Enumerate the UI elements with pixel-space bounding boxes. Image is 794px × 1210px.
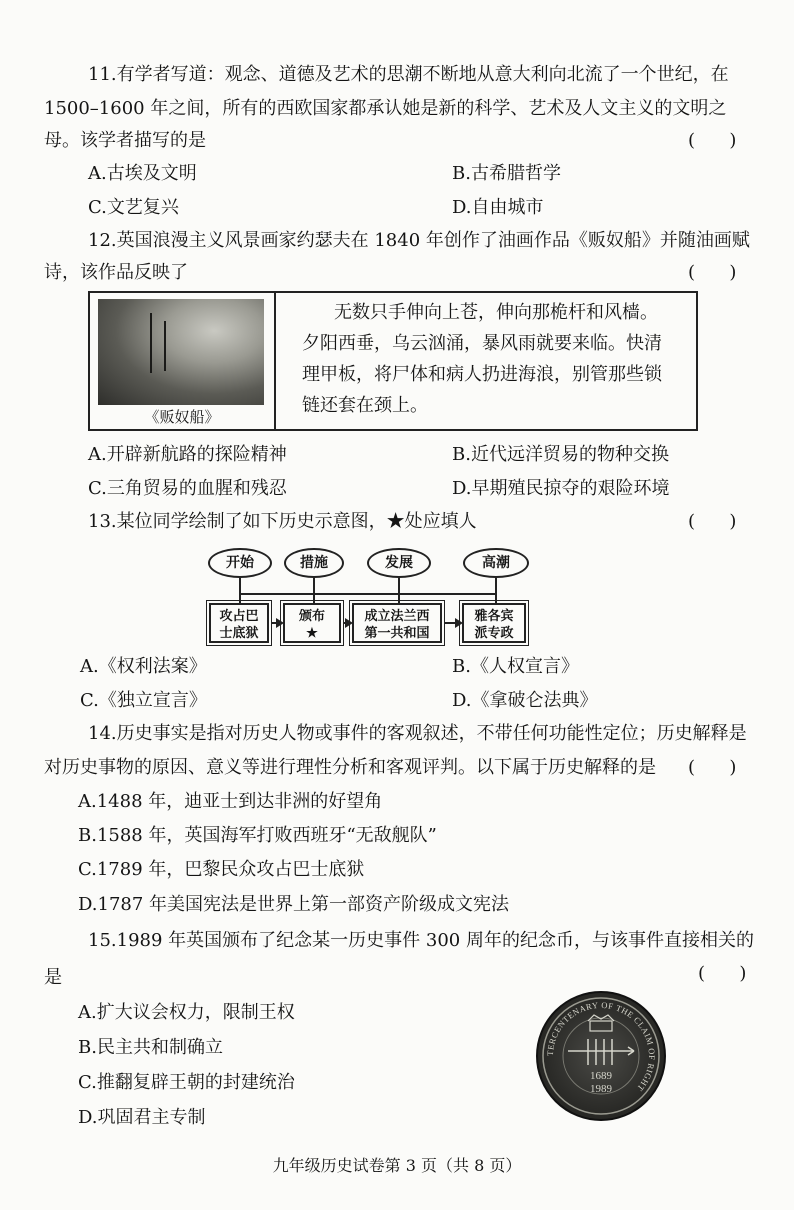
q14-stem-line2: 对历史事物的原因、意义等进行理性分析和客观评判。以下属于历史解释的是: [44, 757, 656, 778]
q15-option-d: D.巩固君主专制: [78, 1107, 206, 1128]
poem-line-4: 链还套在颈上。: [302, 395, 428, 416]
slave-ship-painting: [98, 299, 264, 405]
commemorative-coin: [536, 991, 666, 1121]
diagram-box-bastille: [209, 603, 269, 643]
q14-option-d: D.1787 年美国宪法是世界上第一部资产阶级成文宪法: [78, 894, 510, 915]
diagram-oval-measure: 措施: [284, 548, 344, 578]
q14-stem-line1: 14.历史事实是指对历史人物或事件的客观叙述，不带任何功能性定位；历史解释是: [88, 723, 747, 744]
connector-line: [313, 578, 315, 594]
box-text: 第一共和国: [364, 626, 430, 641]
connector-line: [495, 578, 497, 594]
diagram-oval-climax: 高潮: [463, 548, 529, 578]
q12-material-box: [88, 291, 698, 431]
q12-option-b: B.近代远洋贸易的物种交换: [452, 444, 669, 465]
arrow-right-icon: [276, 618, 284, 628]
connector-line: [398, 578, 400, 594]
q14-answer-paren: ( ): [688, 757, 737, 778]
q14-option-a: A.1488 年，迪亚士到达非洲的好望角: [78, 791, 383, 812]
box-text: 成立法兰西: [364, 609, 430, 624]
box-text: 派专政: [474, 626, 514, 641]
q11-stem-line1: 11.有学者写道：观念、道德及艺术的思潮不断地从意大利向北流了一个世纪，在: [88, 64, 729, 85]
q12-stem-line2: 诗，该作品反映了: [44, 262, 188, 283]
diagram-oval-development: 发展: [367, 548, 431, 578]
box-text: 颁布: [298, 609, 325, 624]
q12-option-d: D.早期殖民掠夺的艰险环境: [452, 478, 670, 499]
q15-stem-line2: 是: [44, 967, 62, 988]
coin-inscription: TERCENTENARY OF THE CLAIM OF RIGHT: [544, 999, 658, 1094]
q12-answer-paren: ( ): [688, 262, 737, 283]
diagram-box-jacobin: [462, 603, 526, 643]
q11-option-c: C.文艺复兴: [88, 197, 179, 218]
connector-line: [239, 578, 241, 594]
q15-option-c: C.推翻复辟王朝的封建统治: [78, 1072, 295, 1093]
ship-mast: [164, 321, 166, 371]
q15-option-a: A.扩大议会权力，限制王权: [78, 1002, 295, 1023]
q15-stem-line1: 15.1989 年英国颁布了纪念某一历史事件 300 周年的纪念币，与该事件直接相关的: [88, 930, 754, 951]
q15-answer-paren: ( ): [698, 963, 747, 984]
q13-option-c: C.《独立宣言》: [80, 690, 207, 711]
q12-stem-line1: 12.英国浪漫主义风景画家约瑟夫在 1840 年创作了油画作品《贩奴船》并随油画赋: [88, 230, 750, 251]
q15-option-b: B.民主共和制确立: [78, 1037, 223, 1058]
connector-line: [495, 593, 497, 603]
q13-option-b: B.《人权宣言》: [452, 656, 579, 677]
box-text: 士底狱: [219, 626, 259, 641]
q11-option-d: D.自由城市: [452, 197, 544, 218]
q11-option-b: B.古希腊哲学: [452, 163, 561, 184]
q14-option-c: C.1789 年，巴黎民众攻占巴士底狱: [78, 859, 365, 880]
q12-option-c: C.三角贸易的血腥和残忍: [88, 478, 287, 499]
poem-line-2: 夕阳西垂，乌云汹涌，暴风雨就要来临。快清: [302, 333, 662, 354]
connector-line: [313, 593, 315, 603]
diagram-box-promulgate: [283, 603, 341, 643]
q13-option-a: A.《权利法案》: [80, 656, 207, 677]
connector-line: [239, 593, 241, 603]
ship-mast: [150, 313, 152, 373]
arrow-right-icon: [455, 618, 463, 628]
diagram-box-republic: [352, 603, 442, 643]
painting-caption: 《贩奴船》: [144, 408, 220, 426]
q12-option-a: A.开辟新航路的探险精神: [88, 444, 287, 465]
q11-stem-line2: 1500–1600 年之间，所有的西欧国家都承认她是新的科学、艺术及人文主义的文明之: [44, 98, 727, 119]
q11-stem-line3: 母。该学者描写的是: [44, 130, 206, 151]
arrow-right-icon: [345, 618, 353, 628]
page-footer: 九年级历史试卷第 3 页（共 8 页）: [272, 1156, 522, 1175]
connector-line: [398, 593, 400, 603]
q11-option-a: A.古埃及文明: [88, 163, 197, 184]
q11-answer-paren: ( ): [688, 130, 737, 151]
poem-line-1: 无数只手伸向上苍，伸向那桅杆和风樯。: [334, 302, 658, 323]
q12-image-cell: [90, 293, 276, 429]
connector-line: [239, 593, 497, 595]
coin-year-1689: 1689: [590, 1070, 612, 1082]
box-text: 雅各宾: [474, 609, 514, 624]
q13-answer-paren: ( ): [688, 511, 737, 532]
poem-line-3: 理甲板，将尸体和病人扔进海浪，别管那些锁: [302, 364, 662, 385]
diagram-oval-start: 开始: [208, 548, 272, 578]
coin-design-icon: [538, 993, 664, 1119]
q14-option-b: B.1588 年，英国海军打败西班牙“无敌舰队”: [78, 825, 437, 846]
q13-option-d: D.《拿破仑法典》: [452, 690, 598, 711]
box-text: 攻占巴: [219, 609, 259, 624]
coin-year-1989: 1989: [590, 1083, 612, 1095]
star-placeholder: ★: [306, 626, 318, 641]
q13-stem: 13.某位同学绘制了如下历史示意图，★处应填人: [88, 511, 477, 532]
